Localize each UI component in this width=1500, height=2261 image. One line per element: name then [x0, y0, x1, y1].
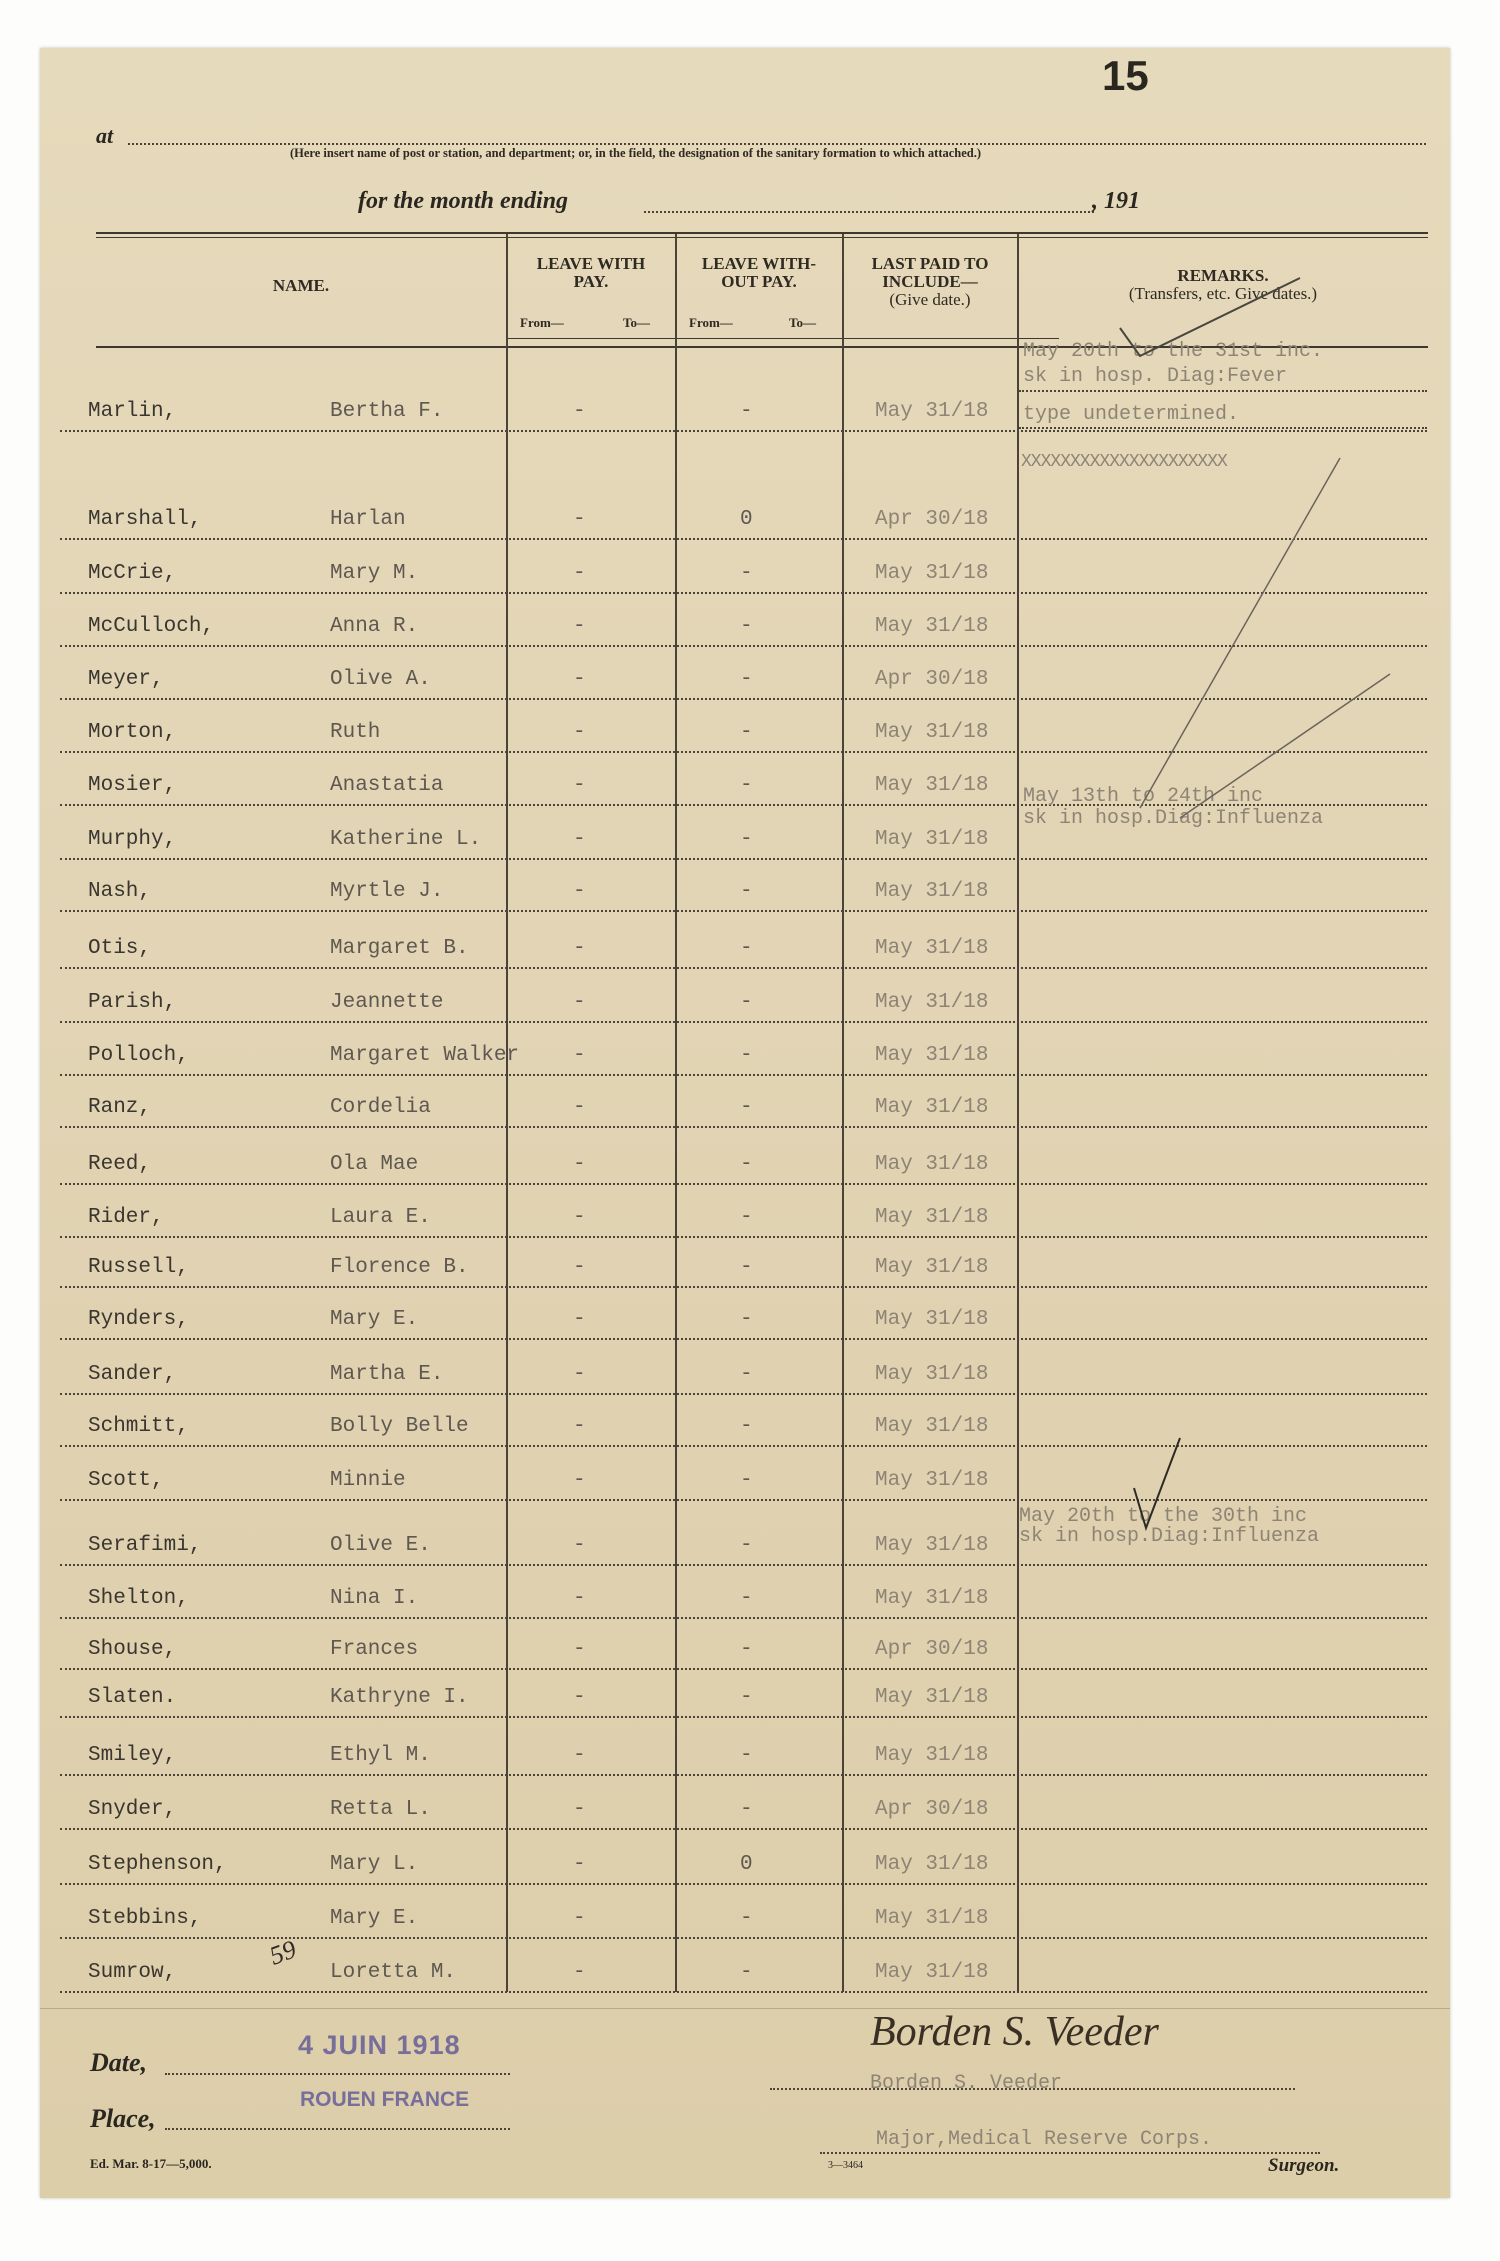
place-line — [165, 2128, 510, 2130]
row-given-name: Kathryne I. — [330, 1686, 469, 1709]
row-leave-without-pay: - — [740, 1044, 753, 1067]
remark-murphy-2: sk in hosp.Diag:Influenza — [1023, 807, 1324, 830]
row-last-paid: May 31/18 — [875, 1686, 989, 1709]
row-surname: Reed, — [88, 1153, 152, 1176]
row-last-paid: Apr 30/18 — [875, 1798, 989, 1821]
surgeon-label: Surgeon. — [1268, 2155, 1340, 2176]
row-leave-with-pay: - — [573, 400, 586, 423]
row-rule — [60, 1183, 1427, 1185]
remark-serafimi-1: May 20th to the 30th inc — [1019, 1505, 1308, 1528]
corner-mark: 15 — [1102, 52, 1149, 99]
row-leave-with-pay: - — [573, 774, 586, 797]
row-last-paid: May 31/18 — [875, 1096, 989, 1119]
row-last-paid: May 31/18 — [875, 1853, 989, 1876]
row-last-paid: May 31/18 — [875, 1206, 989, 1229]
row-surname: Serafimi, — [88, 1534, 202, 1557]
place-stamp: ROUEN FRANCE — [300, 2088, 470, 2111]
row-given-name: Anna R. — [330, 615, 419, 638]
row-given-name: Laura E. — [330, 1206, 431, 1229]
row-surname: Morton, — [88, 721, 177, 744]
row-last-paid: May 31/18 — [875, 1308, 989, 1331]
row-surname: Russell, — [88, 1256, 189, 1279]
row-leave-without-pay: - — [740, 1256, 753, 1279]
signature-rank: Major,Medical Reserve Corps. — [876, 2128, 1213, 2151]
header-nopay-to: To— — [789, 315, 816, 330]
table-top-rule-2 — [96, 237, 1428, 238]
row-given-name: Nina I. — [330, 1587, 419, 1610]
header-pay-from: From— — [520, 315, 564, 330]
row-last-paid: May 31/18 — [875, 774, 989, 797]
row-surname: McCulloch, — [88, 615, 215, 638]
row-leave-without-pay: - — [740, 774, 753, 797]
row-surname: Stebbins, — [88, 1907, 202, 1930]
row-last-paid: May 31/18 — [875, 828, 989, 851]
row-last-paid: May 31/18 — [875, 1961, 989, 1984]
row-given-name: Frances — [330, 1638, 419, 1661]
header-last-paid-2: INCLUDE— — [882, 272, 978, 291]
row-last-paid: May 31/18 — [875, 562, 989, 585]
header-leave-pay-2: PAY. — [573, 272, 609, 291]
row-rule — [60, 1338, 1427, 1340]
check-mark-icon — [1120, 1428, 1240, 1548]
post-instruction: (Here insert name of post or station, and department; or, in the field, the designation of the sanitary formation to which attached.) — [290, 146, 982, 160]
row-rule — [60, 430, 1427, 432]
row-given-name: Margaret B. — [330, 937, 469, 960]
row-rule — [60, 1564, 1427, 1566]
remark-rule — [1019, 390, 1427, 392]
row-leave-with-pay: - — [573, 1744, 586, 1767]
col-divider-3 — [842, 234, 844, 1992]
header-leave-pay-1: LEAVE WITH — [536, 254, 646, 273]
row-leave-with-pay: - — [573, 615, 586, 638]
row-leave-without-pay: - — [740, 562, 753, 585]
row-given-name: Myrtle J. — [330, 880, 444, 903]
row-leave-without-pay: - — [740, 828, 753, 851]
header-name: NAME. — [272, 276, 330, 295]
form-number: 3—3464 — [828, 2160, 863, 2171]
row-last-paid: Apr 30/18 — [875, 668, 989, 691]
row-surname: Shelton, — [88, 1587, 189, 1610]
row-leave-without-pay: - — [740, 1469, 753, 1492]
row-leave-without-pay: - — [740, 1206, 753, 1229]
row-leave-without-pay: 0 — [740, 1853, 753, 1876]
row-leave-with-pay: - — [573, 1096, 586, 1119]
row-leave-with-pay: - — [573, 1961, 586, 1984]
row-given-name: Ola Mae — [330, 1153, 419, 1176]
row-leave-with-pay: - — [573, 991, 586, 1014]
row-surname: Schmitt, — [88, 1415, 189, 1438]
row-rule — [60, 858, 1427, 860]
date-label: Date, — [90, 2048, 148, 2077]
row-given-name: Harlan — [330, 508, 406, 531]
header-pay-to: To— — [623, 315, 650, 330]
header-remarks-2: (Transfers, etc. Give dates.) — [1128, 284, 1318, 303]
row-surname: McCrie, — [88, 562, 177, 585]
row-leave-with-pay: - — [573, 828, 586, 851]
row-rule — [60, 967, 1427, 969]
col-divider-4 — [1017, 234, 1019, 1992]
row-leave-without-pay: - — [740, 1798, 753, 1821]
row-leave-with-pay: - — [573, 1469, 586, 1492]
row-given-name: Katherine L. — [330, 828, 482, 851]
row-surname: Marshall, — [88, 508, 202, 531]
row-last-paid: May 31/18 — [875, 1534, 989, 1557]
signature-name: Borden S. Veeder — [870, 2072, 1063, 2095]
row-given-name: Anastatia — [330, 774, 444, 797]
remark-marlin-2: sk in hosp. Diag:Fever — [1023, 365, 1288, 388]
row-rule — [60, 1617, 1427, 1619]
pencil-stroke-icon — [1140, 668, 1400, 828]
row-leave-with-pay: - — [573, 1415, 586, 1438]
row-rule — [60, 1126, 1427, 1128]
row-last-paid: May 31/18 — [875, 615, 989, 638]
row-surname: Murphy, — [88, 828, 177, 851]
row-rule — [60, 1074, 1427, 1076]
row-last-paid: May 31/18 — [875, 1744, 989, 1767]
header-leave-nopay-1: LEAVE WITH- — [701, 254, 817, 273]
row-surname: Scott, — [88, 1469, 164, 1492]
row-last-paid: May 31/18 — [875, 1587, 989, 1610]
row-last-paid: May 31/18 — [875, 1907, 989, 1930]
row-leave-with-pay: - — [573, 1206, 586, 1229]
edition-note: Ed. Mar. 8-17—5,000. — [90, 2156, 212, 2171]
row-surname: Polloch, — [88, 1044, 189, 1067]
row-last-paid: May 31/18 — [875, 1415, 989, 1438]
row-given-name: Olive A. — [330, 668, 431, 691]
row-leave-with-pay: - — [573, 1587, 586, 1610]
row-given-name: Cordelia — [330, 1096, 431, 1119]
year-suffix: , 191 — [1092, 188, 1140, 214]
remark-rule — [1019, 427, 1427, 429]
date-line — [165, 2073, 510, 2075]
row-leave-without-pay: 0 — [740, 508, 753, 531]
row-leave-with-pay: - — [573, 1256, 586, 1279]
remark-marlin-3: type undetermined. — [1023, 403, 1240, 426]
col-divider-1 — [506, 234, 508, 1992]
signature: Borden S. Veeder — [870, 2009, 1159, 2055]
remark-struck: XXXXXXXXXXXXXXXXXXXXX — [1021, 452, 1227, 472]
header-remarks-1: REMARKS. — [1177, 266, 1269, 285]
subheader-rule — [506, 338, 1059, 339]
header-last-paid-1: LAST PAID TO — [871, 254, 989, 273]
footer-divider — [40, 2008, 1450, 2009]
row-surname: Parish, — [88, 991, 177, 1014]
header-leave-nopay-2: OUT PAY. — [721, 272, 797, 291]
row-leave-without-pay: - — [740, 1744, 753, 1767]
row-leave-without-pay: - — [740, 937, 753, 960]
row-leave-with-pay: - — [573, 1638, 586, 1661]
table-top-rule — [96, 232, 1428, 234]
row-last-paid: May 31/18 — [875, 1153, 989, 1176]
row-leave-with-pay: - — [573, 1308, 586, 1331]
row-rule — [60, 1236, 1427, 1238]
row-surname: Mosier, — [88, 774, 177, 797]
row-leave-without-pay: - — [740, 668, 753, 691]
row-leave-with-pay: - — [573, 1798, 586, 1821]
row-leave-with-pay: - — [573, 1363, 586, 1386]
row-leave-without-pay: - — [740, 1415, 753, 1438]
remark-murphy-1: May 13th to 24th inc — [1023, 785, 1264, 808]
form-sheet — [40, 48, 1450, 2198]
row-given-name: Mary E. — [330, 1308, 419, 1331]
row-leave-without-pay: - — [740, 1587, 753, 1610]
row-leave-without-pay: - — [740, 721, 753, 744]
row-given-name: Mary L. — [330, 1853, 419, 1876]
row-last-paid: Apr 30/18 — [875, 508, 989, 531]
row-given-name: Mary E. — [330, 1907, 419, 1930]
row-leave-with-pay: - — [573, 1686, 586, 1709]
row-given-name: Retta L. — [330, 1798, 431, 1821]
at-label: at — [96, 123, 114, 148]
row-rule — [60, 1883, 1427, 1885]
row-leave-without-pay: - — [740, 615, 753, 638]
row-rule — [60, 910, 1427, 912]
row-rule — [60, 1286, 1427, 1288]
row-rule — [60, 1937, 1427, 1939]
row-leave-without-pay: - — [740, 1308, 753, 1331]
row-surname: Nash, — [88, 880, 152, 903]
row-leave-without-pay: - — [740, 1534, 753, 1557]
row-leave-without-pay: - — [740, 1961, 753, 1984]
row-surname: Marlin, — [88, 400, 177, 423]
header-nopay-from: From— — [689, 315, 733, 330]
post-line — [128, 143, 1426, 145]
row-rule — [60, 1021, 1427, 1023]
row-leave-with-pay: - — [573, 721, 586, 744]
row-last-paid: May 31/18 — [875, 1363, 989, 1386]
row-leave-without-pay: - — [740, 1907, 753, 1930]
row-leave-without-pay: - — [740, 991, 753, 1014]
row-rule — [60, 1668, 1427, 1670]
row-surname: Ranz, — [88, 1096, 152, 1119]
row-leave-with-pay: - — [573, 508, 586, 531]
remark-marlin-1: May 20th to the 31st inc. — [1023, 340, 1324, 363]
row-rule — [60, 1716, 1427, 1718]
row-leave-with-pay: - — [573, 937, 586, 960]
row-last-paid: May 31/18 — [875, 400, 989, 423]
row-given-name: Ethyl M. — [330, 1744, 431, 1767]
row-given-name: Olive E. — [330, 1534, 431, 1557]
row-leave-without-pay: - — [740, 400, 753, 423]
row-leave-with-pay: - — [573, 562, 586, 585]
row-last-paid: May 31/18 — [875, 1469, 989, 1492]
row-given-name: Ruth — [330, 721, 381, 744]
row-leave-without-pay: - — [740, 1153, 753, 1176]
row-surname: Rynders, — [88, 1308, 189, 1331]
row-rule — [60, 1991, 1427, 1993]
row-last-paid: May 31/18 — [875, 937, 989, 960]
header-last-paid-3: (Give date.) — [889, 290, 971, 309]
row-given-name: Florence B. — [330, 1256, 469, 1279]
row-given-name: Jeannette — [330, 991, 444, 1014]
row-given-name: Minnie — [330, 1469, 406, 1492]
row-given-name: Martha E. — [330, 1363, 444, 1386]
row-leave-with-pay: - — [573, 880, 586, 903]
remark-serafimi-2: sk in hosp.Diag:Influenza — [1019, 1525, 1320, 1548]
row-given-name: Margaret Walker — [330, 1044, 520, 1067]
margin-note: 59 — [265, 1934, 301, 1971]
row-surname: Otis, — [88, 937, 152, 960]
row-given-name: Bertha F. — [330, 400, 444, 423]
row-surname: Shouse, — [88, 1638, 177, 1661]
row-given-name: Mary M. — [330, 562, 419, 585]
row-last-paid: May 31/18 — [875, 1256, 989, 1279]
row-given-name: Bolly Belle — [330, 1415, 469, 1438]
row-leave-without-pay: - — [740, 1363, 753, 1386]
row-leave-with-pay: - — [573, 1153, 586, 1176]
rank-line — [820, 2152, 1320, 2154]
row-leave-with-pay: - — [573, 1534, 586, 1557]
row-leave-with-pay: - — [573, 1907, 586, 1930]
row-leave-with-pay: - — [573, 1044, 586, 1067]
row-surname: Smiley, — [88, 1744, 177, 1767]
row-leave-without-pay: - — [740, 1096, 753, 1119]
row-leave-without-pay: - — [740, 1686, 753, 1709]
row-surname: Sander, — [88, 1363, 177, 1386]
row-last-paid: May 31/18 — [875, 880, 989, 903]
row-last-paid: May 31/18 — [875, 991, 989, 1014]
row-leave-without-pay: - — [740, 1638, 753, 1661]
row-leave-with-pay: - — [573, 668, 586, 691]
row-last-paid: May 31/18 — [875, 721, 989, 744]
check-mark-icon — [1040, 268, 1360, 378]
row-given-name: Loretta M. — [330, 1961, 457, 1984]
date-stamp: 4 JUIN 1918 — [298, 2030, 461, 2060]
row-surname: Meyer, — [88, 668, 164, 691]
row-last-paid: Apr 30/18 — [875, 1638, 989, 1661]
row-last-paid: May 31/18 — [875, 1044, 989, 1067]
row-surname: Rider, — [88, 1206, 164, 1229]
row-surname: Snyder, — [88, 1798, 177, 1821]
row-rule — [60, 1828, 1427, 1830]
row-leave-with-pay: - — [573, 1853, 586, 1876]
row-surname: Slaten. — [88, 1686, 177, 1709]
row-rule — [60, 1774, 1427, 1776]
row-surname: Sumrow, — [88, 1961, 177, 1984]
month-label: for the month ending — [358, 188, 569, 214]
row-surname: Stephenson, — [88, 1853, 227, 1876]
month-line — [644, 211, 1094, 213]
place-label: Place, — [90, 2104, 156, 2133]
row-rule — [60, 1393, 1427, 1395]
col-divider-2 — [675, 234, 677, 1992]
row-leave-without-pay: - — [740, 880, 753, 903]
